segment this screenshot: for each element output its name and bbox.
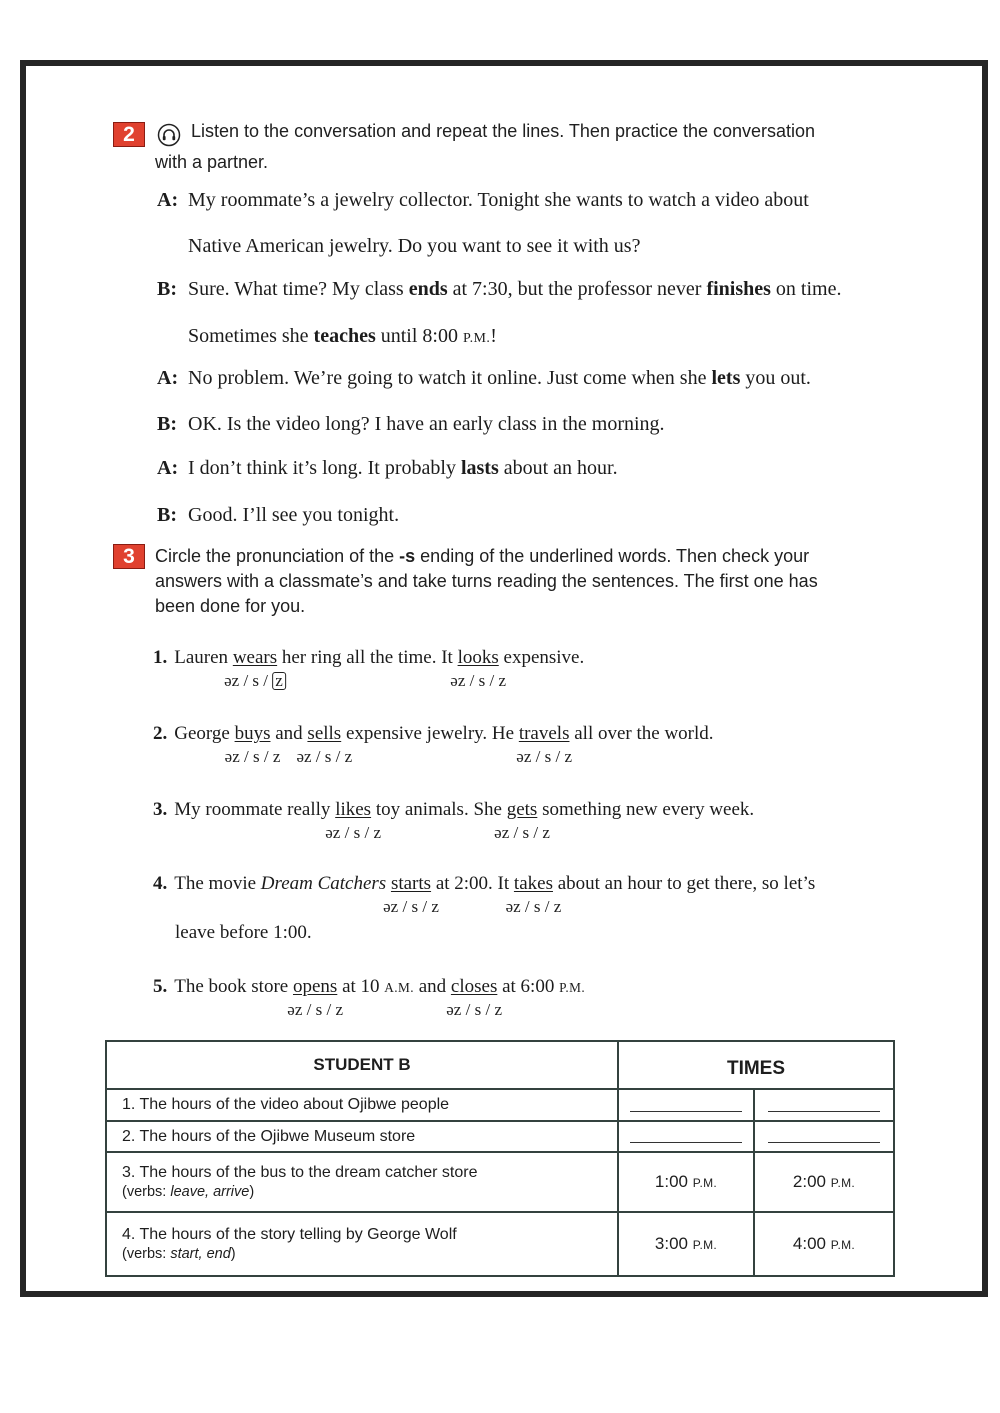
- underlined-word: closes: [450, 976, 498, 997]
- choice-option[interactable]: s: [533, 897, 541, 916]
- time-blank[interactable]: [630, 1110, 742, 1112]
- speaker-label: A:: [157, 189, 179, 211]
- time-period: P.M.: [559, 980, 586, 995]
- table-row: [106, 1089, 894, 1121]
- dialogue-text: until 8:00: [375, 325, 463, 347]
- item-number: 2.: [153, 723, 168, 744]
- pronunciation-choices[interactable]: [446, 1000, 502, 1020]
- row-label: 3. The hours of the bus to the dream catcher store: [122, 1164, 478, 1181]
- pronunciation-choices[interactable]: [383, 897, 439, 917]
- time-period: P.M.: [830, 1176, 856, 1190]
- bold-verb: ends: [408, 278, 448, 300]
- time-period: P.M.: [692, 1238, 718, 1252]
- choice-option[interactable]: əz: [516, 747, 532, 766]
- choice-separator: /: [335, 747, 341, 766]
- choice-separator: /: [243, 671, 249, 690]
- choice-option[interactable]: əz: [494, 823, 510, 842]
- choice-option[interactable]: s: [411, 897, 419, 916]
- sentence-text: about an hour to get there, so let’s: [552, 873, 816, 894]
- underlined-word: takes: [513, 873, 553, 894]
- choice-separator: /: [465, 1000, 471, 1019]
- choice-option[interactable]: əz: [450, 671, 466, 690]
- choice-separator: /: [263, 747, 269, 766]
- row-label-cell: [106, 1152, 618, 1212]
- choice-option[interactable]: əz: [383, 897, 399, 916]
- choice-separator: /: [489, 671, 495, 690]
- dialogue-text: Native American jewelry. Do you want to see it with us?: [188, 235, 641, 257]
- choice-separator: /: [244, 747, 249, 766]
- speaker-label: A:: [157, 367, 179, 389]
- header-times: TIMES: [618, 1041, 894, 1089]
- underlined-word-group: [287, 975, 344, 1019]
- pronunciation-choices[interactable]: [325, 823, 381, 843]
- speaker-label: B:: [157, 278, 177, 300]
- underlined-word: gets: [506, 799, 538, 820]
- underlined-word-group: [383, 872, 439, 916]
- sentence-text: at 6:00: [497, 976, 560, 997]
- speaker-label: B:: [157, 504, 177, 526]
- underlined-word-group: [224, 646, 283, 690]
- choice-option[interactable]: əz: [446, 1000, 462, 1019]
- dialogue-text: about an hour.: [498, 457, 618, 479]
- instruction-bold: -s: [399, 546, 416, 566]
- time-blank[interactable]: [768, 1141, 880, 1143]
- bold-verb: lasts: [460, 457, 499, 479]
- time-cell: [754, 1152, 894, 1212]
- time-cell: [618, 1121, 754, 1152]
- choice-option[interactable]: s: [478, 671, 486, 690]
- exercise-item-2: [153, 722, 714, 766]
- pronunciation-choices[interactable]: [287, 1000, 343, 1020]
- time-blank[interactable]: [768, 1110, 880, 1112]
- underlined-word-group: [505, 872, 562, 916]
- row-verbs: [122, 1246, 617, 1262]
- time-blank[interactable]: [630, 1141, 742, 1143]
- verbs-open: (verbs:: [122, 1246, 171, 1262]
- time-cell: [618, 1212, 754, 1276]
- choice-separator: /: [326, 1000, 332, 1019]
- dialogue-text: Good. I’ll see you tonight.: [188, 504, 400, 526]
- dialogue-line-a3: [157, 456, 618, 480]
- exercise-2-instruction-line1: Listen to the conversation and repeat the lines. Then practice the conversation: [191, 121, 816, 141]
- exercise-2-instruction-line2: with a partner.: [155, 152, 269, 172]
- choice-option[interactable]: əz: [224, 671, 240, 690]
- row-label-cell: [106, 1212, 618, 1276]
- table-header-row: [106, 1041, 894, 1089]
- choice-option[interactable]: əz: [224, 747, 240, 766]
- underlined-word: starts: [390, 873, 432, 894]
- verbs-close: ): [230, 1246, 236, 1262]
- table-row: [106, 1212, 894, 1276]
- item-number: 5.: [153, 976, 168, 997]
- dialogue-text: OK. Is the video long? I have an early class in the morning.: [188, 413, 665, 435]
- row-label: 4. The hours of the story telling by George Wolf: [122, 1226, 457, 1243]
- pronunciation-choices[interactable]: [506, 897, 562, 917]
- underlined-word-group: [224, 722, 281, 766]
- student-b-times-table: [105, 1040, 895, 1277]
- time-period: P.M.: [692, 1176, 718, 1190]
- dialogue-text: Sometimes she: [188, 325, 314, 347]
- time-value: 3:00: [654, 1234, 689, 1253]
- choice-option[interactable]: s: [252, 747, 260, 766]
- bold-verb: teaches: [313, 325, 376, 347]
- dialogue-text: on time.: [770, 278, 842, 300]
- sentence-text: The book store: [174, 976, 293, 997]
- item-number: 3.: [153, 799, 168, 820]
- choice-separator: /: [533, 823, 539, 842]
- choice-separator: /: [306, 1000, 312, 1019]
- sentence-text: toy animals. She: [371, 799, 507, 820]
- choice-option[interactable]: əz: [296, 747, 312, 766]
- choice-separator: /: [469, 671, 475, 690]
- dialogue-text: No problem. We’re going to watch it online. Just come when she: [188, 367, 712, 389]
- underlined-word-group: [494, 798, 550, 842]
- underlined-word: travels: [518, 723, 570, 744]
- pronunciation-choices[interactable]: [450, 671, 506, 691]
- headphones-icon[interactable]: [157, 123, 181, 147]
- instruction-text: ending of the underlined words. Then check your: [415, 546, 810, 566]
- dialogue-line-b2: [157, 412, 665, 436]
- item-number: 4.: [153, 873, 168, 894]
- circled-choice[interactable]: z: [272, 672, 286, 690]
- time-cell: [754, 1212, 894, 1276]
- dialogue-text: Sure. What time? My class: [188, 278, 409, 300]
- exercise-item-1: [153, 646, 585, 690]
- sentence-text: at 2:00. It: [431, 873, 514, 894]
- dialogue-line-a1-cont: [188, 234, 640, 258]
- underlined-word-group: [446, 975, 502, 1019]
- choice-option[interactable]: əz: [505, 897, 521, 916]
- sentence-text: Lauren: [174, 647, 233, 668]
- time-period: A.M.: [384, 980, 414, 995]
- bold-verb: lets: [711, 367, 741, 389]
- exercise-3-badge: 3: [113, 544, 145, 569]
- pronunciation-choices[interactable]: [494, 823, 550, 843]
- row-label: 1. The hours of the video about Ojibwe people: [106, 1089, 618, 1121]
- choice-separator: /: [402, 897, 408, 916]
- row-verbs: [122, 1184, 617, 1200]
- choice-separator: /: [315, 747, 321, 766]
- choice-option[interactable]: z: [494, 1000, 502, 1019]
- choice-separator: /: [535, 747, 541, 766]
- sentence-text: all over the world.: [569, 723, 714, 744]
- row-label: 2. The hours of the Ojibwe Museum store: [106, 1121, 618, 1152]
- exercise-item-5: [153, 975, 586, 1019]
- dialogue-line-b3: [157, 503, 399, 527]
- exercise-3-instruction-line3: been done for you.: [155, 596, 306, 616]
- underlined-word: wears: [232, 647, 278, 668]
- item-number: 1.: [153, 647, 168, 668]
- choice-option[interactable]: z: [553, 897, 562, 916]
- choice-option[interactable]: s: [315, 1000, 323, 1019]
- choice-option[interactable]: z: [272, 747, 281, 766]
- choice-separator: /: [555, 747, 561, 766]
- choice-option[interactable]: z: [564, 747, 573, 766]
- choice-option[interactable]: z: [335, 1000, 344, 1019]
- sentence-text: and: [413, 976, 451, 997]
- sentence-text: George: [174, 723, 235, 744]
- verbs-list: leave, arrive: [170, 1184, 250, 1200]
- underlined-word: looks: [457, 647, 499, 668]
- underlined-word-group: [296, 722, 353, 766]
- time-value: 1:00: [654, 1172, 689, 1191]
- exercise-item-4: [153, 872, 816, 916]
- time-cell: [754, 1089, 894, 1121]
- exercise-item-3: [153, 798, 755, 842]
- choice-separator: /: [263, 671, 269, 690]
- underlined-word-group: [450, 646, 507, 690]
- choice-separator: /: [524, 897, 530, 916]
- choice-separator: /: [422, 897, 428, 916]
- dialogue-line-b1: [157, 277, 841, 301]
- choice-separator: /: [364, 823, 370, 842]
- dialogue-text: My roommate’s a jewelry collector. Tonight she wants to watch a video about: [188, 189, 809, 211]
- choice-option[interactable]: s: [474, 1000, 482, 1019]
- sentence-text: at 10: [337, 976, 385, 997]
- time-cell: [754, 1121, 894, 1152]
- time-period: P.M.: [462, 331, 491, 346]
- verbs-open: (verbs:: [122, 1184, 171, 1200]
- bold-verb: finishes: [706, 278, 771, 300]
- choice-option[interactable]: s: [252, 671, 260, 690]
- verbs-close: ): [249, 1184, 255, 1200]
- dialogue-line-a2: [157, 366, 811, 390]
- underlined-word: sells: [307, 723, 342, 744]
- speaker-label: B:: [157, 413, 177, 435]
- choice-option[interactable]: s: [353, 823, 361, 842]
- headphones-icon-graphic: [157, 123, 181, 147]
- choice-option[interactable]: z: [498, 671, 507, 690]
- sentence-text: her ring all the time. It: [277, 647, 458, 668]
- underlined-word-group: [516, 722, 573, 766]
- choice-option[interactable]: əz: [287, 1000, 303, 1019]
- choice-option[interactable]: z: [344, 747, 353, 766]
- choice-option[interactable]: z: [431, 897, 439, 916]
- exercise-2-badge: 2: [113, 122, 145, 147]
- exercise-3-instruction-line1: [155, 545, 809, 567]
- underlined-word: likes: [335, 799, 372, 820]
- dialogue-text: at 7:30, but the professor never: [447, 278, 707, 300]
- exercise-item-4-cont: leave before 1:00.: [175, 922, 312, 943]
- instruction-text: Circle the pronunciation of the: [155, 546, 400, 566]
- sentence-text: expensive.: [498, 647, 585, 668]
- choice-separator: /: [485, 1000, 491, 1019]
- dialogue-text: I don’t think it’s long. It probably: [188, 457, 461, 479]
- speaker-label: A:: [157, 457, 179, 479]
- table-row: [106, 1152, 894, 1212]
- time-cell: [618, 1089, 754, 1121]
- movie-title: Dream Catchers: [260, 873, 387, 894]
- choice-option[interactable]: əz: [325, 823, 341, 842]
- dialogue-line-b1-cont: [188, 324, 497, 351]
- time-cell: [618, 1152, 754, 1212]
- verbs-list: start, end: [170, 1246, 231, 1262]
- choice-separator: /: [544, 897, 550, 916]
- choice-separator: /: [513, 823, 519, 842]
- choice-separator: /: [344, 823, 350, 842]
- underlined-word: opens: [292, 976, 338, 997]
- choice-option[interactable]: z: [373, 823, 381, 842]
- choice-option[interactable]: s: [324, 747, 332, 766]
- choice-option[interactable]: s: [522, 823, 530, 842]
- underlined-word-group: [325, 798, 381, 842]
- time-value: 2:00: [792, 1172, 827, 1191]
- dialogue-text: !: [490, 325, 497, 347]
- time-value: 4:00: [792, 1234, 827, 1253]
- pronunciation-choices[interactable]: [516, 747, 572, 767]
- dialogue-line-a1: [157, 188, 809, 212]
- sentence-text: My roommate really: [174, 799, 336, 820]
- sentence-text: and: [270, 723, 308, 744]
- pronunciation-choices[interactable]: [296, 747, 352, 767]
- dialogue-text: you out.: [740, 367, 811, 389]
- time-period: P.M.: [830, 1238, 856, 1252]
- header-student-b: STUDENT B: [106, 1041, 618, 1089]
- pronunciation-choices[interactable]: [225, 747, 281, 767]
- pronunciation-choices[interactable]: [224, 671, 286, 691]
- choice-option[interactable]: s: [544, 747, 552, 766]
- choice-option[interactable]: z: [542, 823, 550, 842]
- underlined-word: buys: [234, 723, 271, 744]
- sentence-text: expensive jewelry. He: [341, 723, 519, 744]
- sentence-text: The movie: [174, 873, 261, 894]
- sentence-text: something new every week.: [537, 799, 755, 820]
- table-row: [106, 1121, 894, 1152]
- exercise-3-instruction-line2: answers with a classmate’s and take turns reading the sentences. The first one has: [155, 571, 818, 591]
